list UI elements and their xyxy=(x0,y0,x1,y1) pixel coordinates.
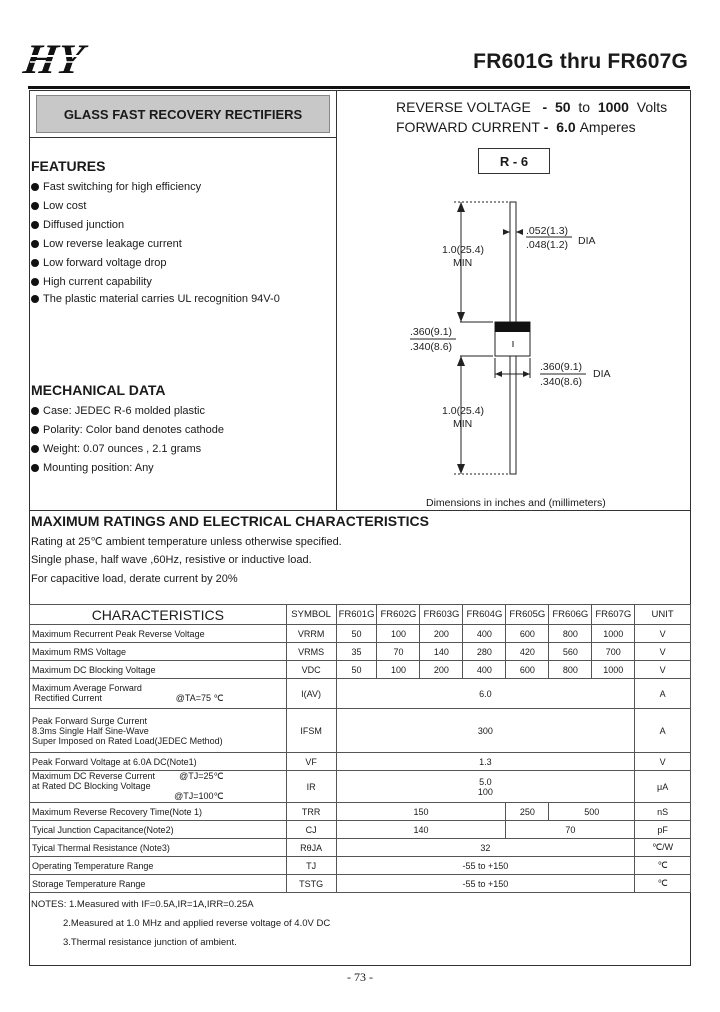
cell-value: 150 xyxy=(336,803,506,821)
lead-dia-label: DIA xyxy=(578,235,596,247)
row-unit: V xyxy=(635,625,691,643)
features-title: FEATURES xyxy=(31,158,106,174)
cell-value: 300 xyxy=(336,709,635,753)
header-part: FR601G xyxy=(336,605,377,625)
row-unit: μA xyxy=(635,771,691,803)
row-unit: ℃/W xyxy=(635,839,691,857)
list-item: Low forward voltage drop xyxy=(31,253,280,272)
lead-dia-max: .052(1.3) xyxy=(526,225,569,237)
table-row xyxy=(30,753,691,771)
row-symbol: VF xyxy=(286,753,336,771)
cell-value: 400 xyxy=(463,661,506,679)
features-list xyxy=(31,177,280,306)
row-label: Peak Forward Surge Current 8.3ms Single Half Sine-Wave Super Imposed on Rated Load(JEDEC Method) xyxy=(30,709,287,753)
row-symbol: IFSM xyxy=(286,709,336,753)
header-divider xyxy=(29,137,336,138)
row-symbol: IR xyxy=(286,771,336,803)
cell-value: 200 xyxy=(420,625,463,643)
row-label: Maximum Recurrent Peak Reverse Voltage xyxy=(30,625,287,643)
footnotes xyxy=(31,895,330,952)
cell-value: 560 xyxy=(549,643,592,661)
table-row xyxy=(30,709,691,753)
bullet-icon xyxy=(31,240,39,248)
row-unit: V xyxy=(635,753,691,771)
bullet-icon xyxy=(31,407,39,415)
cell-value: 140 xyxy=(420,643,463,661)
cell-value: -55 to +150 xyxy=(336,857,635,875)
row-symbol: CJ xyxy=(286,821,336,839)
ratings-title: MAXIMUM RATINGS AND ELECTRICAL CHARACTERISTICS xyxy=(31,513,429,529)
footnote-3: 3.Thermal resistance junction of ambient. xyxy=(63,937,237,948)
list-item: The plastic material carries UL recognition 94V-0 xyxy=(31,291,280,306)
table-row xyxy=(30,661,691,679)
body-length-max: .360(9.1) xyxy=(410,326,453,338)
cell-value: 32 xyxy=(336,839,635,857)
header-unit: UNIT xyxy=(635,605,691,625)
header-part: FR603G xyxy=(420,605,463,625)
category-banner: GLASS FAST RECOVERY RECTIFIERS xyxy=(36,95,330,133)
row-symbol: TSTG xyxy=(286,875,336,893)
cell-value: 800 xyxy=(549,625,592,643)
header-part: FR607G xyxy=(592,605,635,625)
header-part: FR605G xyxy=(506,605,549,625)
rating-note-2: Single phase, half wave ,60Hz, resistive or inductive load. xyxy=(31,554,312,566)
forward-current-spec: FORWARD CURRENT - 6.0 Amperes xyxy=(396,119,636,135)
cell-value: 500 xyxy=(549,803,635,821)
row-unit: V xyxy=(635,661,691,679)
package-outline-diagram xyxy=(400,180,640,490)
header-part: FR604G xyxy=(463,605,506,625)
cell-value: 50 xyxy=(336,625,377,643)
row-symbol: VRRM xyxy=(286,625,336,643)
cell-value: 700 xyxy=(592,643,635,661)
row-unit: ℃ xyxy=(635,857,691,875)
bullet-icon xyxy=(31,278,39,286)
cell-value: 1000 xyxy=(592,661,635,679)
row-label: Operating Temperature Range xyxy=(30,857,287,875)
bullet-icon xyxy=(31,183,39,191)
bullet-icon xyxy=(31,259,39,267)
svg-text:HY: HY xyxy=(20,36,87,83)
row-unit: A xyxy=(635,709,691,753)
row-label: Maximum Reverse Recovery Time(Note 1) xyxy=(30,803,287,821)
body-dia-min: .340(8.6) xyxy=(540,376,583,388)
header-part: FR606G xyxy=(549,605,592,625)
list-item: Low cost xyxy=(31,196,280,215)
cell-value: 400 xyxy=(463,625,506,643)
cell-value: 420 xyxy=(506,643,549,661)
table-row xyxy=(30,643,691,661)
cell-value: 600 xyxy=(506,661,549,679)
cell-value: 35 xyxy=(336,643,377,661)
lead-dia-min: .048(1.2) xyxy=(526,239,569,251)
list-item: Mounting position: Any xyxy=(31,458,224,477)
header-part: FR602G xyxy=(377,605,420,625)
row-label: Tyical Thermal Resistance (Note3) xyxy=(30,839,287,857)
header-rule xyxy=(28,86,690,89)
bullet-icon xyxy=(31,464,39,472)
bullet-icon xyxy=(31,202,39,210)
footnote-2: 2.Measured at 1.0 MHz and applied reverse voltage of 4.0V DC xyxy=(63,918,331,929)
table-header-row xyxy=(30,605,691,625)
body-length-min: .340(8.6) xyxy=(410,341,453,353)
footnote-1: NOTES: 1.Measured with IF=0.5A,IR=1A,IRR=0.25A xyxy=(31,899,254,910)
table-row xyxy=(30,625,691,643)
bullet-icon xyxy=(31,445,39,453)
cell-value: 200 xyxy=(420,661,463,679)
body-dia-max: .360(9.1) xyxy=(540,361,583,373)
cell-value: 140 xyxy=(336,821,506,839)
upper-lead-min: MIN xyxy=(453,257,473,269)
cell-value: 100 xyxy=(377,625,420,643)
row-label: Maximum DC Reverse Current @TJ=25℃ at Rated DC Blocking Voltage @TJ=100℃ xyxy=(30,771,287,803)
ratings-table xyxy=(29,604,691,893)
table-row xyxy=(30,803,691,821)
body-dia-label: DIA xyxy=(593,368,611,380)
list-item: Fast switching for high efficiency xyxy=(31,177,280,196)
hy-logo xyxy=(20,36,163,83)
bullet-icon xyxy=(31,426,39,434)
table-row xyxy=(30,679,691,709)
mechanical-list xyxy=(31,401,224,477)
cell-value: -55 to +150 xyxy=(336,875,635,893)
table-row xyxy=(30,771,691,803)
row-label: Peak Forward Voltage at 6.0A DC(Note1) xyxy=(30,753,287,771)
row-unit: V xyxy=(635,643,691,661)
part-range-title: FR601G thru FR607G xyxy=(473,50,688,73)
row-symbol: RθJA xyxy=(286,839,336,857)
cell-value: 280 xyxy=(463,643,506,661)
cell-value: 1000 xyxy=(592,625,635,643)
table-row xyxy=(30,839,691,857)
rating-note-1: Rating at 25℃ ambient temperature unless otherwise specified. xyxy=(31,536,342,548)
cathode-band xyxy=(495,322,530,332)
package-name: R - 6 xyxy=(478,148,550,174)
cell-value: 800 xyxy=(549,661,592,679)
row-unit: ℃ xyxy=(635,875,691,893)
row-unit: pF xyxy=(635,821,691,839)
row-label: Maximum RMS Voltage xyxy=(30,643,287,661)
row-label: Maximum Average Forward Rectified Current @TA=75 ℃ xyxy=(30,679,287,709)
row-label: Tyical Junction Capacitance(Note2) xyxy=(30,821,287,839)
cell-value: 100 xyxy=(377,661,420,679)
list-item: Low reverse leakage current xyxy=(31,234,280,253)
upper-lead-length: 1.0(25.4) xyxy=(442,244,485,256)
row-symbol: VRMS xyxy=(286,643,336,661)
dimensions-note: Dimensions in inches and (millimeters) xyxy=(426,497,606,509)
row-symbol: TRR xyxy=(286,803,336,821)
table-row xyxy=(30,821,691,839)
page-number: - 73 - xyxy=(347,970,373,984)
section-divider xyxy=(29,510,691,511)
row-symbol: I(AV) xyxy=(286,679,336,709)
cell-value: 5.0 100 xyxy=(336,771,635,803)
cell-value: 70 xyxy=(506,821,635,839)
header-characteristics: CHARACTERISTICS xyxy=(30,605,287,625)
row-symbol: TJ xyxy=(286,857,336,875)
bullet-icon xyxy=(31,221,39,229)
table-row xyxy=(30,875,691,893)
cell-value: 250 xyxy=(506,803,549,821)
reverse-voltage-spec: REVERSE VOLTAGE - 50 to 1000 Volts xyxy=(396,99,668,115)
row-unit: nS xyxy=(635,803,691,821)
row-label: Maximum DC Blocking Voltage xyxy=(30,661,287,679)
list-item: Case: JEDEC R-6 molded plastic xyxy=(31,401,224,420)
upper-lead xyxy=(510,202,516,322)
list-item: Polarity: Color band denotes cathode xyxy=(31,420,224,439)
list-item: Weight: 0.07 ounces , 2.1 grams xyxy=(31,439,224,458)
cell-value: 6.0 xyxy=(336,679,635,709)
lower-lead-min: MIN xyxy=(453,418,473,430)
row-unit: A xyxy=(635,679,691,709)
header-symbol: SYMBOL xyxy=(286,605,336,625)
cell-value: 70 xyxy=(377,643,420,661)
row-label: Storage Temperature Range xyxy=(30,875,287,893)
rating-note-3: For capacitive load, derate current by 20% xyxy=(31,573,238,585)
cell-value: 600 xyxy=(506,625,549,643)
list-item: High current capability xyxy=(31,272,280,291)
bullet-icon xyxy=(31,295,39,303)
column-divider xyxy=(336,90,337,510)
row-symbol: VDC xyxy=(286,661,336,679)
lower-lead-length: 1.0(25.4) xyxy=(442,405,485,417)
mechanical-title: MECHANICAL DATA xyxy=(31,382,166,398)
list-item: Diffused junction xyxy=(31,215,280,234)
cell-value: 50 xyxy=(336,661,377,679)
table-row xyxy=(30,857,691,875)
cell-value: 1.3 xyxy=(336,753,635,771)
